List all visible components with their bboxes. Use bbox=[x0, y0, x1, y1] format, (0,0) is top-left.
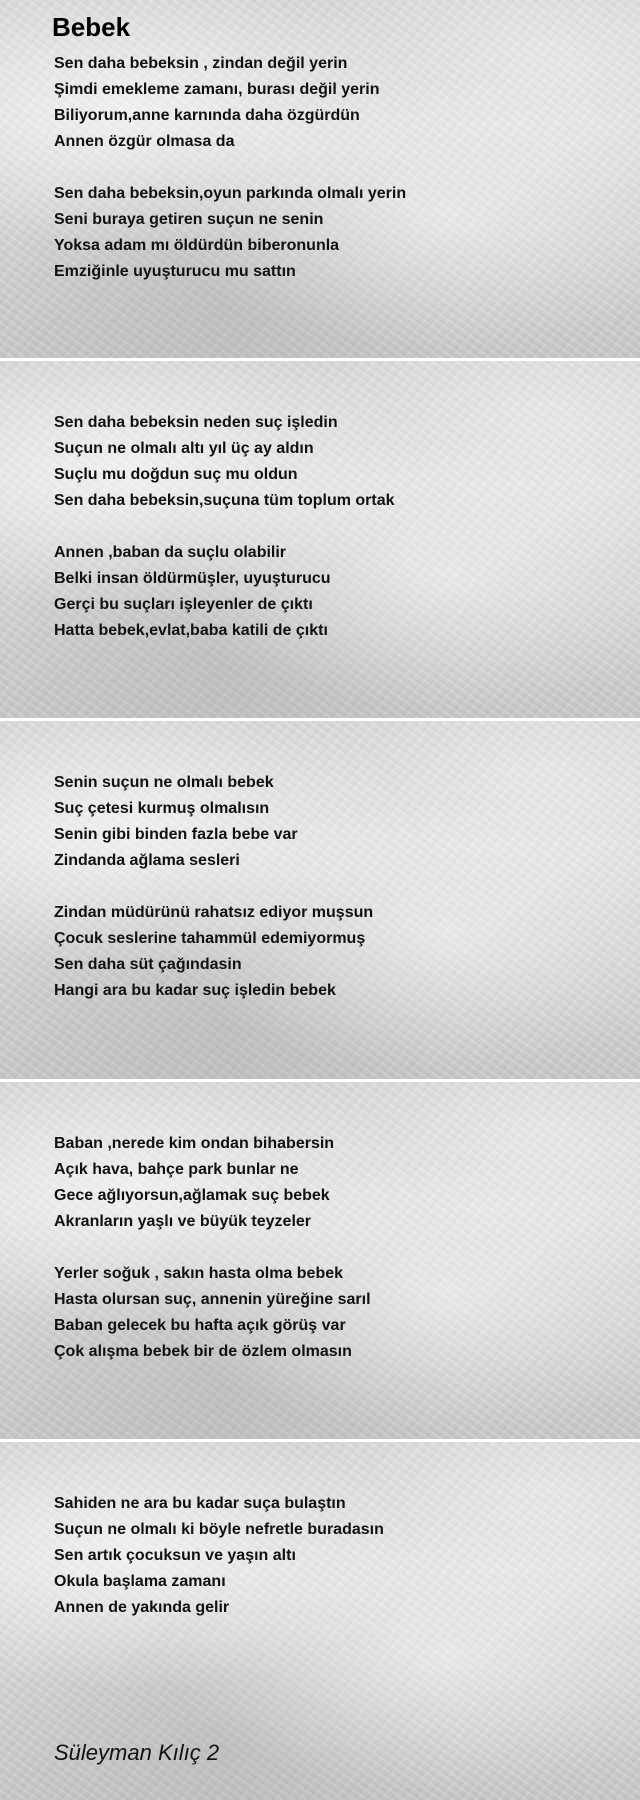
poem-line: Suçun ne olmalı ki böyle nefretle buradasın bbox=[54, 1521, 384, 1538]
poem-line: Hatta bebek,evlat,baba katili de çıktı bbox=[54, 622, 328, 639]
poem-line: Seni buraya getiren suçun ne senin bbox=[54, 211, 324, 228]
stanza-1 bbox=[54, 51, 379, 155]
poem-line: Emziğinle uyuşturucu mu sattın bbox=[54, 263, 296, 280]
poem-line: Annen de yakında gelir bbox=[54, 1599, 230, 1616]
poem-line: Hangi ara bu kadar suç işledin bebek bbox=[54, 982, 336, 999]
poem-line: Biliyorum,anne karnında daha özgürdün bbox=[54, 107, 360, 124]
poem-line: Sen daha bebeksin,oyun parkında olmalı yerin bbox=[54, 185, 407, 202]
poem-line: Çok alışma bebek bir de özlem olmasın bbox=[54, 1343, 352, 1360]
poem-card-4 bbox=[0, 1082, 640, 1439]
poem-card-2 bbox=[0, 361, 640, 718]
stanza-6 bbox=[54, 900, 373, 1004]
poem-card-1 bbox=[0, 0, 640, 358]
poem-line: Baban gelecek bu hafta açık görüş var bbox=[54, 1317, 346, 1334]
poem-line: Çocuk seslerine tahammül edemiyormuş bbox=[54, 930, 366, 947]
stanza-5 bbox=[54, 770, 298, 874]
poem-line: Yoksa adam mı öldürdün biberonunla bbox=[54, 237, 340, 254]
poem-line: Açık hava, bahçe park bunlar ne bbox=[54, 1161, 299, 1178]
poem-line: Zindan müdürünü rahatsız ediyor muşsun bbox=[54, 904, 374, 921]
poem-line: Akranların yaşlı ve büyük teyzeler bbox=[54, 1213, 312, 1230]
poem-line: Sahiden ne ara bu kadar suça bulaştın bbox=[54, 1495, 346, 1512]
poem-line: Hasta olursan suç, annenin yüreğine sarıl bbox=[54, 1291, 371, 1308]
stanza-3 bbox=[54, 410, 395, 514]
poem-line: Gerçi bu suçları işleyenler de çıktı bbox=[54, 596, 313, 613]
poem-card-3 bbox=[0, 721, 640, 1079]
poem-line: Okula başlama zamanı bbox=[54, 1573, 226, 1590]
poem-line: Annen ,baban da suçlu olabilir bbox=[54, 544, 287, 561]
poem-line: Annen özgür olmasa da bbox=[54, 133, 235, 150]
poem-line: Baban ,nerede kim ondan bihabersin bbox=[54, 1135, 335, 1152]
stanza-9 bbox=[54, 1491, 384, 1621]
poem-line: Suçun ne olmalı altı yıl üç ay aldın bbox=[54, 440, 314, 457]
stanza-4 bbox=[54, 540, 331, 644]
poem-line: Suçlu mu doğdun suç mu oldun bbox=[54, 466, 298, 483]
poem-line: Sen daha bebeksin , zindan değil yerin bbox=[54, 55, 348, 72]
poem-line: Şimdi emekleme zamanı, burası değil yerin bbox=[54, 81, 380, 98]
poem-line: Yerler soğuk , sakın hasta olma bebek bbox=[54, 1265, 344, 1282]
poem-line: Zindanda ağlama sesleri bbox=[54, 852, 240, 869]
stanza-8 bbox=[54, 1261, 371, 1365]
poem-line: Gece ağlıyorsun,ağlamak suç bebek bbox=[54, 1187, 330, 1204]
poem-line: Sen artık çocuksun ve yaşın altı bbox=[54, 1547, 296, 1564]
poem-line: Senin gibi binden fazla bebe var bbox=[54, 826, 298, 843]
author-name: Süleyman Kılıç 2 bbox=[54, 1740, 220, 1765]
stanza-7 bbox=[54, 1131, 334, 1235]
poem-line: Sen daha bebeksin,suçuna tüm toplum ortak bbox=[54, 492, 395, 509]
poem-line: Belki insan öldürmüşler, uyuşturucu bbox=[54, 570, 331, 587]
poem-line: Senin suçun ne olmalı bebek bbox=[54, 774, 274, 791]
poem-title: Bebek bbox=[52, 12, 131, 42]
poem-line: Suç çetesi kurmuş olmalısın bbox=[54, 800, 270, 817]
stanza-2 bbox=[54, 181, 406, 285]
poem-line: Sen daha bebeksin neden suç işledin bbox=[54, 414, 338, 431]
poem-card-5 bbox=[0, 1442, 640, 1800]
poem-line: Sen daha süt çağındasin bbox=[54, 956, 242, 973]
